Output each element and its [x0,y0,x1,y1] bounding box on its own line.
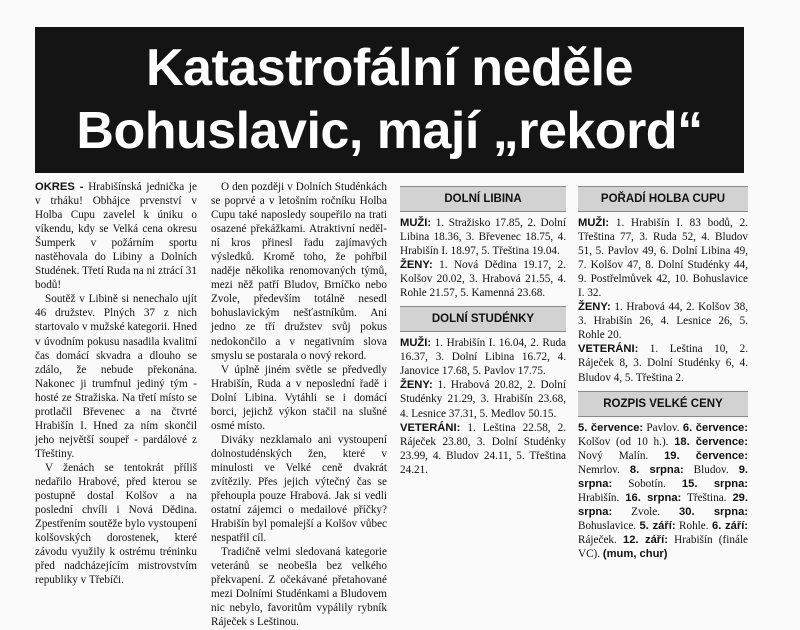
article-paragraph-1: OKRES - Hrabišínská jednička je v trháku! Obhájce prvenství v Holba Cupu zavelel k úniku o víkendu, kdy se Velká cena okresu Šumperk v požárním sportu nastěhovala do Libiny a Dolních Studének. Třetí Ruda na ni ztrácí 31 bodů! [35,181,197,292]
holba-zeny-standings: ŽENY: 1. Hrabová 44, 2. Kolšov 38, 3. Hrabišín 26, 4. Lesnice 26, 5. Rohle 20. [578,301,749,342]
headline [35,27,744,173]
column-4 [578,180,748,561]
section-title-studenky: DOLNÍ STUDÉNKY [400,306,566,332]
article-paragraph-4: O den později v Dolních Studénkách se poprvé a v letošním ročníku Holba Cupu také naposledy soupeřilo na trati osazené překážkami. Atraktivní nedělní kros přinesl řadu zajímavých výsledků. Kromě toho, že pohřbil naděje několika renomovaných týmů, mezi něž patří Bludov, Brníčko nebo Zvole, především totálně nesedl bohuslavickým nešťastníkům. Ani jedno ze tří družstev svůj pokus nedokončilo a v negativním slova smyslu se postarala o nový rekord. [211,181,387,362]
column-3 [400,180,566,477]
author-credit: (mum, chur) [602,547,668,560]
studenky-muzi-results: MUŽI: 1. Hrabišín I. 16.04, 2. Ruda 16.37, 3. Dolní Libina 16.72, 4. Janovice 17.68, 5. Pavlov 17.75. [400,337,567,378]
holba-veterani-standings: VETERÁNI: 1. Leština 10, 2. Ráječek 8, 3. Dolní Studénky 6, 4. Bludov 4, 5. Třeština 2. [578,343,748,384]
rozpis-schedule: 5. července: Pavlov. 6. července: Kolšov (od 10 h.). 18. července: Nový Malín. 19. července: Nemrlov. 8. srpna: Bludov. 9. srpna: Sobotín. 15. srpna: Hrabišín. 16. srpna: Třeština. 29. srpna: Zvole. 30. srpna: Bohuslavice. 5. září: Rohle. 6. září: Ráječek. 12. září: Hrabišín (finále VC). (mum, chur) [578,421,749,560]
dateline: OKRES - [35,181,84,193]
article-paragraph-7: Tradičně velmi sledovaná kategorie veteránů se neobešla bez velkého překvapení. Z očekávané přetahované mezi Dolními Studénkami a Bludovem nic nebylo, favoritům vypálily rybník Ráječek s Leštinou. [211,546,387,629]
libina-muzi-results: MUŽI: 1. Stražisko 17.85, 2. Dolní Libina 18.36, 3. Břevenec 18.75, 4. Hrabišín I. 18.97, 5. Třeština 19.04. [400,217,566,258]
section-title-rozpis: ROZPIS VELKÉ CENY [578,391,748,417]
holba-muzi-standings: MUŽI: 1. Hrabišín I. 83 bodů, 2. Třeština 77, 3. Ruda 52, 4. Bludov 51, 5. Pavlov 49, 6. Dolní Libina 49, 7. Kolšov 47, 8. Dolní Studénky 44, 9. Postřelmůvek 42, 10. Bohuslavice I. 32. [578,217,748,300]
headline-line-1: Katastrofální neděle [145,39,634,97]
article-paragraph-5: V úplně jiném světle se předvedly Hrabišín, Ruda a v neposlední řadě i Dolní Libina. Vytáhli se i domácí borci, jejichž výkon stačil na slušné osmé místo. [211,363,387,432]
section-title-holba: POŘADÍ HOLBA CUPU [578,186,748,212]
studenky-zeny-results: ŽENY: 1. Hrabová 20.82, 2. Dolní Studénky 21.29, 3. Hrabišín 23.68, 4. Lesnice 37.31, 5. Medlov 50.15. [400,379,566,420]
article-paragraph-2: Soutěž v Libině si nenechalo ujít 46 družstev. Plných 37 z nich startovalo v mužské kategorii. Hned v úvodním pokusu nasadila kvalitní čas domácí skvadra a dlouho se zdálo, že nebude překonána. Nakonec ji trumfnul jediný tým - hosté ze Stražiska. Na třetí místo se protlačil Břevenec a na čtvrté Hrabišín I. Hned za ním skončil jeho největší soupeř - pardálové z Třeštiny. [35,293,197,460]
column-1 [35,180,197,587]
section-title-libina: DOLNÍ LIBINA [400,186,566,212]
headline-line-2: Bohuslavic, mají „rekord“ [76,102,703,160]
studenky-veterani-results: VETERÁNI: 1. Leština 22.58, 2. Ráječek 23.80, 3. Dolní Studénky 23.99, 4. Bludov 24.11, 5. Třeština 24.21. [400,421,567,476]
article-paragraph-3: V ženách se tentokrát příliš nedařilo Hrabové, před kterou se postupně dostal Kolšov a na poslední chvíli i Nová Dědina. Zpestřením soutěže bylo vystoupení kolšovských dorostenek, které závodu využily k ostrému tréninku před nadcházejícím mistrovstvím republiky v Třebíči. [35,461,197,587]
article-paragraph-6: Diváky nezklamalo ani vystoupení dolnostudénských žen, které v minulosti ve Velké ceně dvakrát zvítězily. Přes jejich výtečný čas se přehoupla pouze Hrabová. Jak si vedli ostatní zájemci o medailové příčky? Hrabišín byl pomalejší a Kolšov vůbec nespatřil cíl. [211,433,387,545]
column-2 [211,180,387,630]
libina-zeny-results: ŽENY: 1. Nová Dědina 19.17, 2. Kolšov 20.02, 3. Hrabová 21.55, 4. Rohle 21.57, 5. Kamenná 23.68. [400,259,567,300]
